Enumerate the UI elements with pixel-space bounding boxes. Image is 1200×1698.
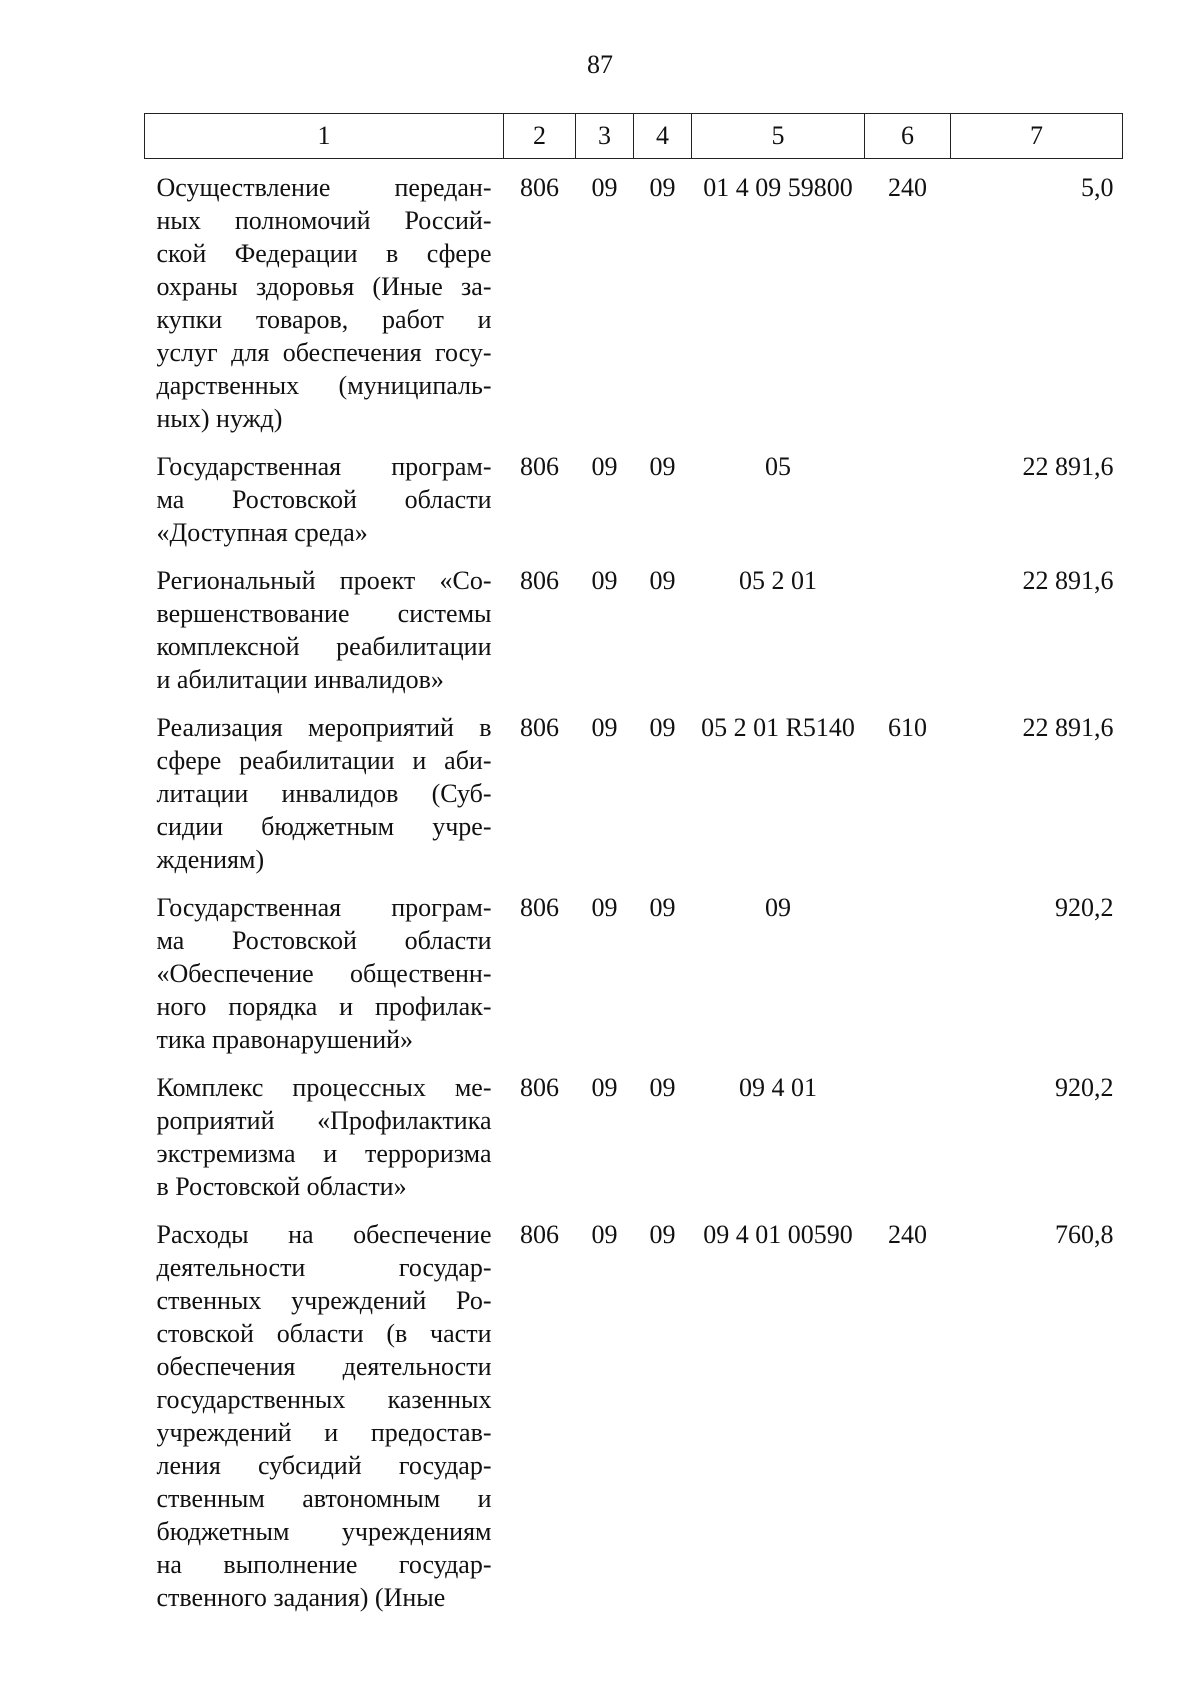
header-col-1: 1 [145,114,504,159]
row-code-2: 806 [520,566,559,595]
row-name-line: учреждений и предостав- [156,1418,492,1447]
table-row [145,159,1123,451]
row-code-6 [865,1071,951,1218]
table-header-row [145,114,1123,159]
row-name-line: ления субсидий государ- [156,1451,492,1480]
row-code-3: 09 [591,893,618,922]
row-name-line: роприятий «Профилактика [156,1106,492,1135]
row-code-6 [865,564,951,711]
row-code-2: 806 [520,1073,559,1102]
table-row [145,564,1123,711]
row-code-2: 806 [520,1220,559,1249]
row-name-cell [145,159,504,451]
row-name-line: «Доступная среда» [156,518,368,547]
row-name-line: на выполнение государ- [156,1550,492,1579]
row-code-5: 09 4 01 [739,1073,817,1102]
row-code-4: 09 [649,1220,676,1249]
row-code-5: 09 4 01 00590 [703,1220,853,1249]
row-name-line: бюджетным учреждениям [156,1517,492,1546]
header-col-6: 6 [865,114,951,159]
row-amount: 5,0 [1081,173,1114,202]
row-name-line: ма Ростовской области [156,485,492,514]
budget-table [144,113,1123,1629]
row-name-line: купки товаров, работ и [156,305,492,334]
row-code-6 [865,891,951,1071]
table-body [145,159,1123,1630]
row-name-line: ственных учреждений Ро- [156,1286,492,1315]
row-code-3: 09 [591,713,618,742]
row-name-line: ма Ростовской области [156,926,492,955]
table-row [145,450,1123,564]
row-code-4: 09 [649,173,676,202]
row-name-cell [145,564,504,711]
row-code-2: 806 [520,893,559,922]
row-code-4: 09 [649,566,676,595]
row-code-4: 09 [649,713,676,742]
row-name-line: Государственная програм- [156,893,492,922]
row-code-6: 610 [888,713,927,742]
row-code-5: 05 [765,452,791,481]
row-code-6 [865,450,951,564]
row-code-3: 09 [591,173,618,202]
row-code-5: 05 2 01 R5140 [701,713,855,742]
row-name-line: ственным автономным и [156,1484,492,1513]
row-name-line: ного порядка и профилак- [156,992,492,1021]
row-name-line: тика правонарушений» [156,1025,414,1054]
row-name-line: вершенствование системы [156,599,492,628]
row-code-4: 09 [649,452,676,481]
row-amount: 920,2 [1055,1073,1114,1102]
header-col-5: 5 [692,114,865,159]
row-name-cell [145,1071,504,1218]
row-name-line: сидии бюджетным учре- [156,812,492,841]
row-name-line: Расходы на обеспечение [156,1220,492,1249]
row-code-2: 806 [520,173,559,202]
row-name-line: охраны здоровья (Иные за- [156,272,492,301]
row-name-cell [145,1218,504,1629]
row-amount: 22 891,6 [1022,452,1114,481]
header-col-7: 7 [951,114,1123,159]
row-name-line: в Ростовской области» [156,1172,407,1201]
row-code-2: 806 [520,713,559,742]
row-name-line: Комплекс процессных ме- [156,1073,492,1102]
table-row [145,711,1123,891]
table-row [145,1071,1123,1218]
row-name-cell [145,711,504,891]
row-name-line: стовской области (в части [156,1319,492,1348]
row-name-line: услуг для обеспечения госу- [156,338,492,367]
row-code-4: 09 [649,1073,676,1102]
row-name-line: экстремизма и терроризма [156,1139,492,1168]
row-name-cell [145,450,504,564]
table-row [145,891,1123,1071]
row-name-line: Государственная програм- [156,452,492,481]
row-name-line: ных полномочий Россий- [156,206,492,235]
row-name-line: Осуществление передан- [156,173,492,202]
row-name-line: государственных казенных [156,1385,492,1414]
row-amount: 760,8 [1055,1220,1114,1249]
row-name-line: Реализация мероприятий в [156,713,492,742]
row-code-3: 09 [591,452,618,481]
row-code-5: 05 2 01 [739,566,817,595]
row-code-2: 806 [520,452,559,481]
row-name-line: комплексной реабилитации [156,632,492,661]
row-code-6: 240 [888,1220,927,1249]
row-code-5: 01 4 09 59800 [703,173,853,202]
header-col-3: 3 [576,114,634,159]
row-code-6: 240 [888,173,927,202]
row-name-line: обеспечения деятельности [156,1352,492,1381]
row-name-line: деятельности государ- [156,1253,492,1282]
row-name-line: Региональный проект «Со- [156,566,492,595]
header-col-4: 4 [634,114,692,159]
row-name-line: сфере реабилитации и аби- [156,746,492,775]
row-name-line: «Обеспечение общественн- [156,959,492,988]
row-amount: 920,2 [1055,893,1114,922]
row-code-3: 09 [591,566,618,595]
row-name-line: ственного задания) (Иные [156,1583,446,1612]
row-amount: 22 891,6 [1022,713,1114,742]
table-row [145,1218,1123,1629]
page-number: 87 [587,50,613,79]
row-amount: 22 891,6 [1022,566,1114,595]
row-name-line: дарственных (муниципаль- [156,371,492,400]
row-name-line: ных) нужд) [156,404,283,433]
row-name-line: литации инвалидов (Суб- [156,779,492,808]
row-code-5: 09 [765,893,791,922]
row-code-3: 09 [591,1220,618,1249]
row-code-3: 09 [591,1073,618,1102]
row-name-cell [145,891,504,1071]
row-name-line: ждениям) [156,845,265,874]
row-name-line: и абилитации инвалидов» [156,665,444,694]
row-name-line: ской Федерации в сфере [156,239,492,268]
row-code-4: 09 [649,893,676,922]
header-col-2: 2 [504,114,576,159]
